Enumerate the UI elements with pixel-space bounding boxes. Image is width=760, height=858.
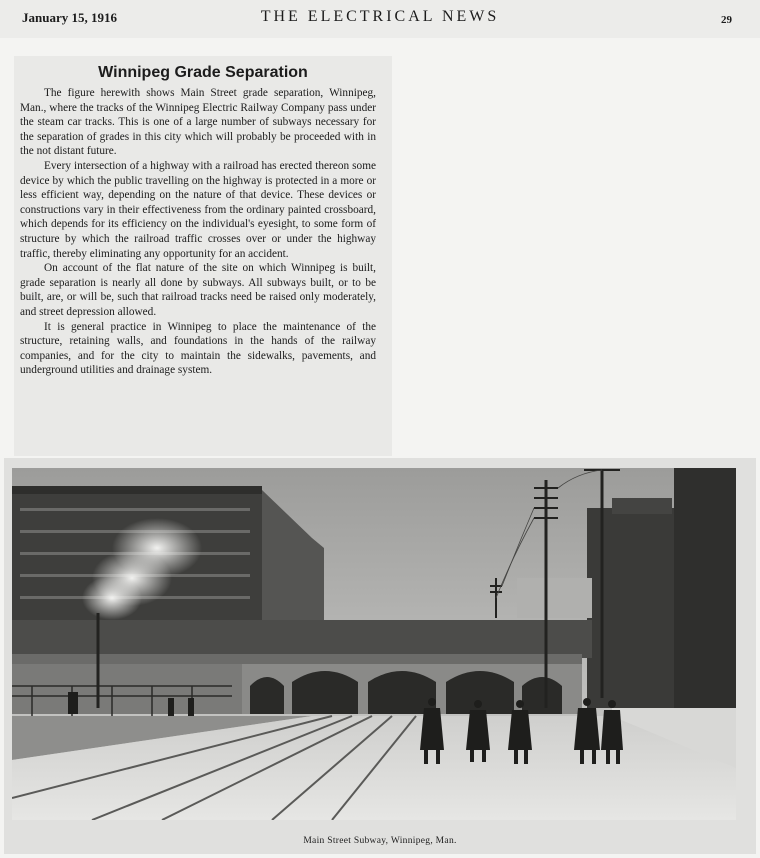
article-paragraph: Every intersection of a highway with a railroad has erected thereon some device by which the public travelling on the highway is protected in a more or less efficient way, depending on the nature of that device. These devices or constructions vary in their effectiveness from the ordinary painted crossboard, which depends for its efficiency on the individual's eyesight, to some form of structure by which the railroad traffic crosses over or under the highway traffic, thereby eliminating any opportunity for an accident. xyxy=(20,159,376,260)
article-paragraph: On account of the flat nature of the site on which Winnipeg is built, grade separation is nearly all done by subways. All subways built, or to be built, are, or will be, such that railroad tracks need be raised only moderately, and street depression allowed. xyxy=(20,262,376,318)
issue-date: January 15, 1916 xyxy=(22,10,117,25)
subway-photograph xyxy=(12,468,736,820)
page-header xyxy=(0,0,760,38)
figure-caption: Main Street Subway, Winnipeg, Man. xyxy=(303,836,457,846)
article-paragraph: The figure herewith shows Main Street grade separation, Winnipeg, Man., where the tracks of the Winnipeg Electric Railway Company pass under the steam car tracks. This is one of a large number of subways necessary for the separation of grades in this city which will probably be proceeded with in the not distant future. xyxy=(20,87,376,158)
journal-title: THE ELECTRICAL NEWS xyxy=(260,8,500,25)
article xyxy=(14,56,392,456)
page-number: 29 xyxy=(721,14,732,26)
article-paragraph: It is general practice in Winnipeg to place the maintenance of the structure, retaining walls, and foundations in the hands of the railway companies, and for the city to maintain the sidewalks, pavements, and underground utilities and drainage system. xyxy=(20,320,376,377)
article-title: Winnipeg Grade Separation xyxy=(98,64,308,81)
